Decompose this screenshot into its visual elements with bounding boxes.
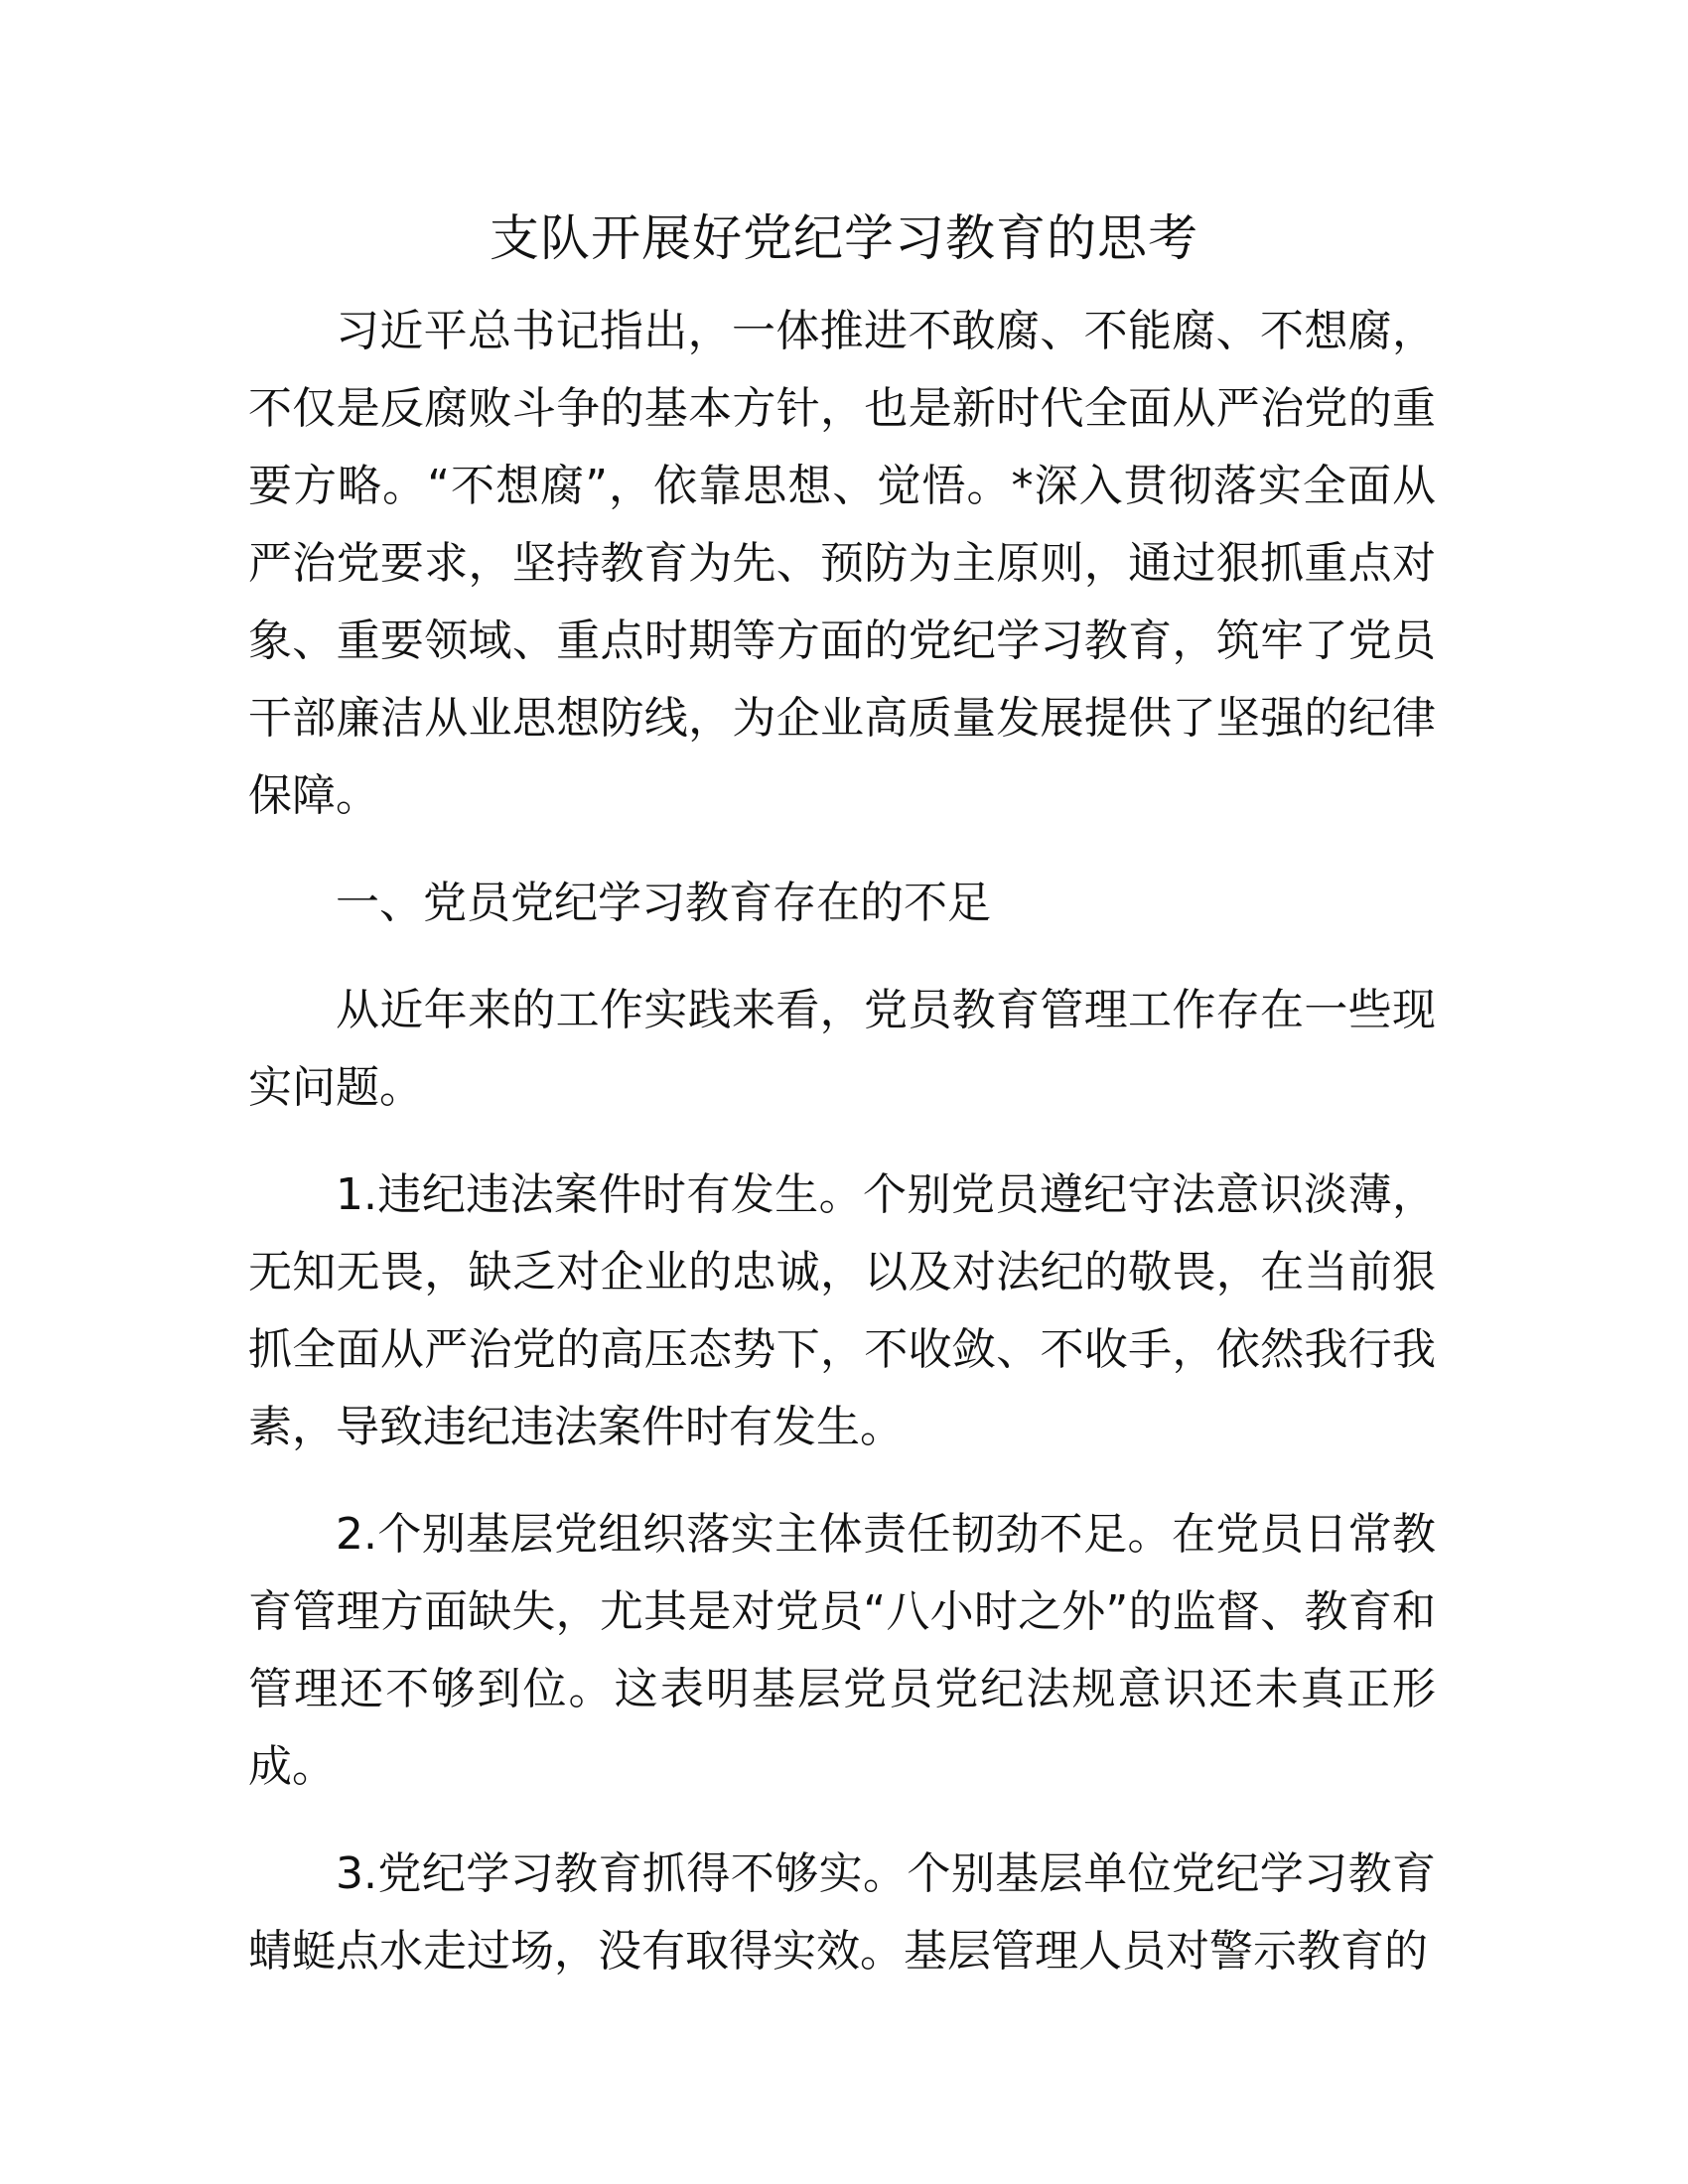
paragraph-intro: 习近平总书记指出，一体推进不敢腐、不能腐、不想腐，不仅是反腐败斗争的基本方针，也是新时代全面从严治党的重要方略。“不想腐”，依靠思想、觉悟。*深入贯彻落实全面从严治党要求，坚持教育为先、预防为主原则，通过狠抓重点对象、重要领域、重点时期等方面的党纪学习教育，筑牢了党员干部廉洁从业思想防线，为企业高质量发展提供了坚强的纪律保障。 (248, 306, 1436, 821)
document-title: 支队开展好党纪学习教育的思考 (490, 209, 1198, 267)
document-body (248, 293, 1436, 2020)
paragraph-point-3: 3.党纪学习教育抓得不够实。个别基层单位党纪学习教育蜻蜓点水走过场，没有取得实效。基层管理人员对警示教育的 (248, 1848, 1436, 1977)
section-heading-1: 一、党员党纪学习教育存在的不足 (336, 878, 991, 928)
paragraph-overview: 从近年来的工作实践来看，党员教育管理工作存在一些现实问题。 (248, 985, 1436, 1113)
paragraph-point-2: 2.个别基层党组织落实主体责任韧劲不足。在党员日常教育管理方面缺失，尤其是对党员“八小时之外”的监督、教育和管理还不够到位。这表明基层党员党纪法规意识还未真正形成。 (248, 1509, 1436, 1792)
paragraph-point-1: 1.违纪违法案件时有发生。个别党员遵纪守法意识淡薄，无知无畏，缺乏对企业的忠诚，以及对法纪的敬畏，在当前狠抓全面从严治党的高压态势下，不收敛、不收手，依然我行我素，导致违纪违法案件时有发生。 (248, 1169, 1436, 1452)
